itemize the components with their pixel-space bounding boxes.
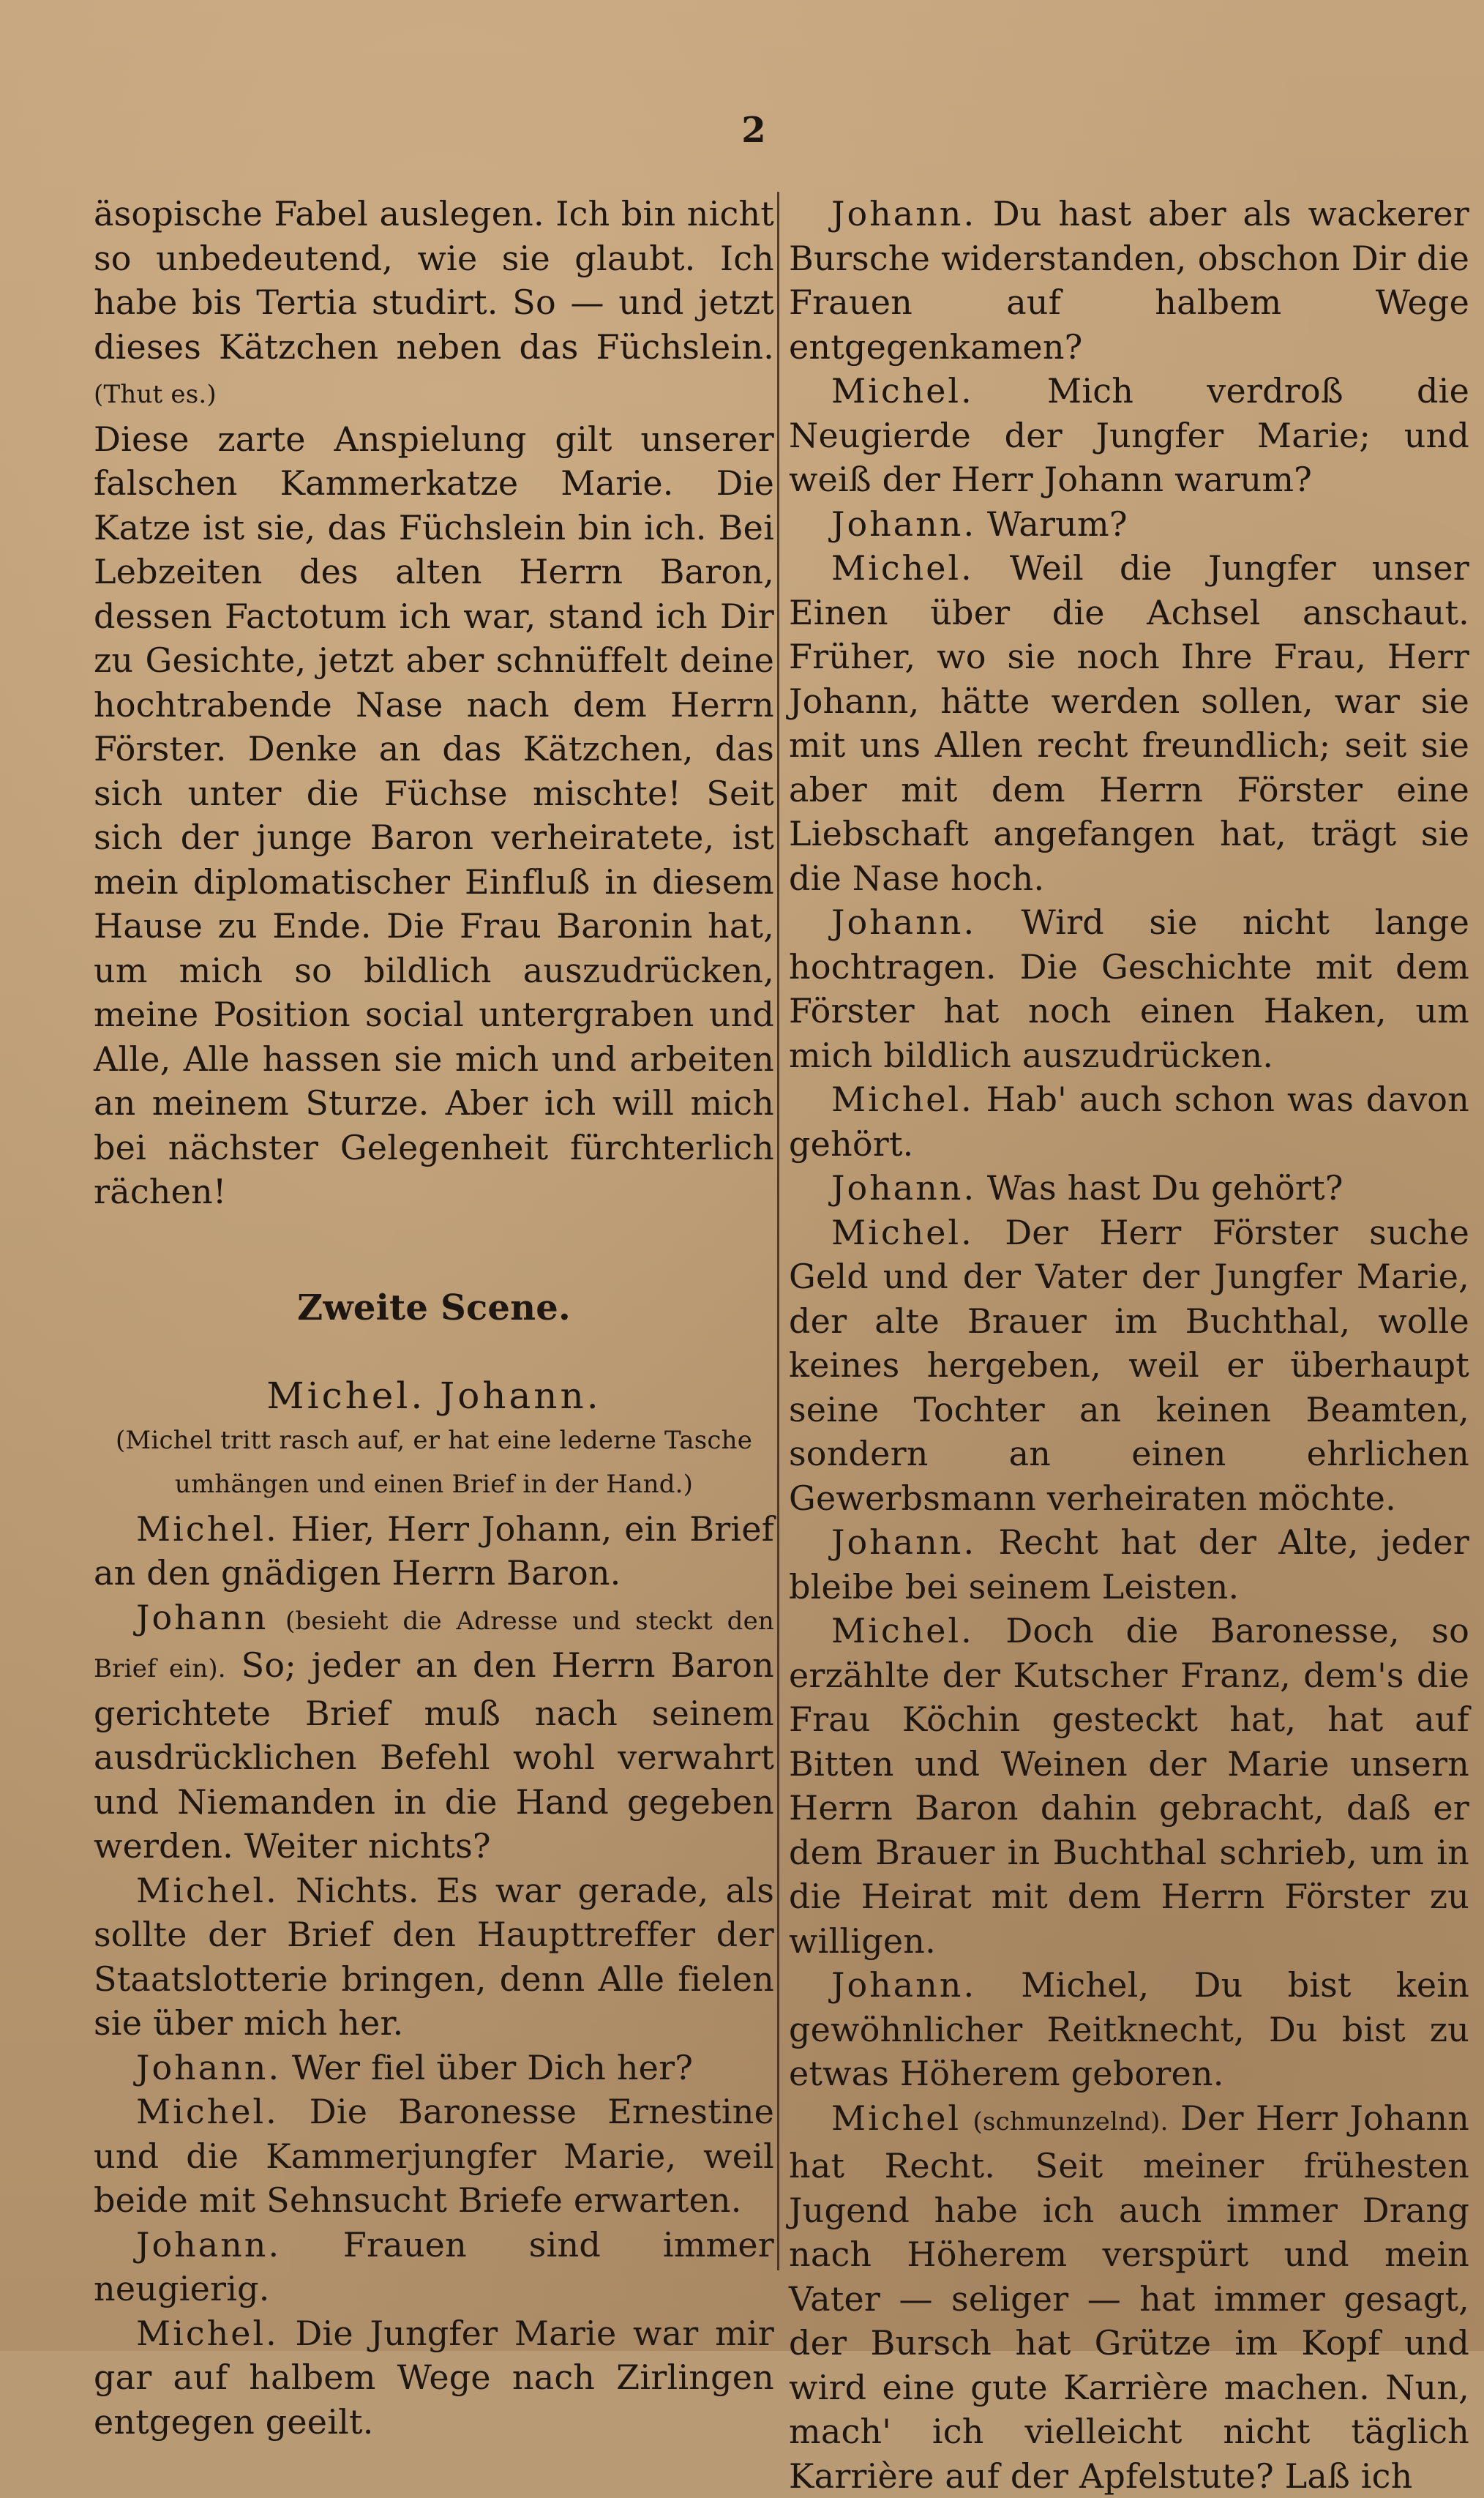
dialogue-text: Die Jungfer Marie war mir gar auf halbem Wege nach Zirlingen entgegen geeilt. (94, 2314, 774, 2442)
speaker-name: Michel. (136, 2314, 279, 2353)
speaker-name: Johann. (831, 504, 976, 544)
dialogue-text: Wer fiel über Dich her? (292, 2048, 693, 2087)
page-number: 2 (732, 110, 776, 151)
dialogue-line (789, 192, 1469, 369)
dialogue-line (789, 900, 1469, 1077)
speaker-name: Michel. (831, 1213, 974, 1252)
dialogue-text: Wird sie nicht lange hochtragen. Die Geschichte mit dem Förster hat noch einen Haken, um mich bildlich auszudrücken. (789, 902, 1469, 1075)
column-divider (777, 192, 779, 2270)
speaker-name: Johann. (136, 2048, 281, 2087)
speaker-name: Johann (136, 1598, 268, 1637)
dialogue-text: Der Herr Johann hat Recht. Seit meiner frühesten Jugend habe ich auch immer Drang nach Höherem verspürt und mein Vater — seliger — hat immer gesagt, der Bursch hat Grütze im Kopf und wird eine gute Karrière machen. Nun, mach' ich vielleicht nicht täglich Karrière auf der Apfelstute? Laß ich (789, 2098, 1469, 2496)
dialogue-line (94, 1596, 774, 1869)
dialogue-text: Du hast aber als wackerer Bursche widerstanden, obschon Dir die Frauen auf halbem Wege entgegenkamen? (789, 194, 1469, 367)
dialogue-line (789, 502, 1469, 547)
speaker-name: Michel. (136, 1509, 279, 1549)
dialogue-text: Hier, Herr Johann, ein Brief an den gnädigen Herrn Baron. (94, 1509, 774, 1593)
speaker-aside: (schmunzelnd). (973, 2107, 1168, 2136)
speaker-name: Michel. (831, 1080, 974, 1119)
speaker-name: Michel. (136, 1871, 279, 1910)
intro-aside: (Thut es.) (94, 380, 217, 409)
dialogue-text: Die Baronesse Ernestine und die Kammerjungfer Marie, weil beide mit Sehnsucht Briefe erwarten. (94, 2092, 774, 2220)
dialogue-text: Doch die Baronesse, so erzählte der Kutscher Franz, dem's die Frau Köchin gesteckt hat, hat auf Bitten und Weinen der Marie unsern Herrn Baron dahin gebracht, daß er dem Brauer in Buchthal schrieb, um in die Heirat mit dem Herrn Förster zu willigen. (789, 1611, 1469, 1961)
dialogue-line (94, 2090, 774, 2223)
left-column (94, 192, 774, 2444)
dialogue-text: Der Herr Förster suche Geld und der Vater der Jungfer Marie, der alte Brauer im Buchthal, wolle keines hergeben, weil er überhaupt seine Tochter an keinen Beamten, sondern an einen ehrlichen Gewerbsmann verheiraten möchte. (789, 1213, 1469, 1518)
dialogue-line (94, 1507, 774, 1596)
speaker-name: Johann. (136, 2225, 281, 2265)
dialogue-line (94, 2046, 774, 2090)
dialogue-line (94, 1869, 774, 2046)
scene-title: Zweite Scene. (94, 1286, 774, 1331)
dialogue-line (789, 1963, 1469, 2096)
dialogue-text: Warum? (987, 504, 1128, 544)
scene-characters: Michel. Johann. (94, 1374, 774, 1418)
dialogue-text: Nichts. Es war gerade, als sollte der Brief den Haupttreffer der Staatslotterie bringen, denn Alle fielen sie über mich her. (94, 1871, 774, 2043)
intro-text: äsopische Fabel auslegen. Ich bin nicht so unbedeutend, wie sie glaubt. Ich habe bis Tertia studirt. So — und jetzt dieses Kätzchen neben das Füchslein. (94, 194, 774, 367)
dialogue-text: Weil die Jungfer unser Einen über die Achsel anschaut. Früher, wo sie noch Ihre Frau, Herr Johann, hätte werden sollen, war sie mit uns Allen recht freundlich; seit sie aber mit dem Herrn Förster eine Liebschaft angefangen hat, trägt sie die Nase hoch. (789, 548, 1469, 898)
speaker-name: Michel. (136, 2092, 279, 2131)
dialogue-text: Was hast Du gehört? (987, 1168, 1344, 1208)
intro-paragraph (94, 192, 774, 417)
speaker-name: Michel. (831, 371, 974, 411)
dialogue-text: Recht hat der Alte, jeder bleibe bei seinem Leisten. (789, 1522, 1469, 1607)
dialogue-text: Michel, Du bist kein gewöhnlicher Reitknecht, Du bist zu etwas Höherem geboren. (789, 1965, 1469, 2093)
dialogue-line (789, 1211, 1469, 1521)
speaker-name: Michel. (831, 548, 974, 588)
dialogue-text: Mich verdroß die Neugierde der Jungfer Marie; und weiß der Herr Johann warum? (789, 371, 1469, 499)
dialogue-line (789, 1077, 1469, 1166)
speaker-aside: (besieht die Adresse und steckt den Brief ein). (94, 1607, 774, 1684)
dialogue-line (789, 1609, 1469, 1963)
dialogue-line (789, 546, 1469, 900)
speaker-name: Johann. (831, 1168, 976, 1208)
dialogue-text: So; jeder an den Herrn Baron gerichtete Brief muß nach seinem ausdrücklichen Befehl wohl verwahrt und Niemanden in die Hand gegeben werden. Weiter nichts? (94, 1645, 774, 1866)
dialogue-text: Frauen sind immer neugierig. (94, 2225, 774, 2309)
stage-direction: (Michel tritt rasch auf, er hat eine lederne Tasche umhängen und einen Brief in der Hand.) (94, 1418, 774, 1507)
intro-paragraph (94, 417, 774, 1214)
speaker-name: Michel (831, 2098, 961, 2138)
dialogue-line (94, 2223, 774, 2311)
dialogue-text: Hab' auch schon was davon gehört. (789, 1080, 1469, 1164)
speaker-name: Johann. (831, 902, 976, 942)
speaker-name: Michel. (831, 1611, 974, 1650)
speaker-name: Johann. (831, 1522, 976, 1562)
speaker-name: Johann. (831, 1965, 976, 2005)
dialogue-line (94, 2311, 774, 2445)
dialogue-line (789, 1520, 1469, 1609)
dialogue-line (789, 2096, 1469, 2498)
right-column (789, 192, 1469, 2498)
intro-text: Diese zarte Anspielung gilt unserer falschen Kammerkatze Marie. Die Katze ist sie, das Füchslein bin ich. Bei Lebzeiten des alten Herrn Baron, dessen Factotum ich war, stand ich Dir zu Gesichte, jetzt aber schnüffelt deine hochtrabende Nase nach dem Herrn Förster. Denke an das Kätzchen, das sich unter die Füchse mischte! Seit sich der junge Baron verheiratete, ist mein diplomatischer Einfluß in diesem Hause zu Ende. Die Frau Baronin hat, um mich so bildlich auszudrücken, meine Position social untergraben und Alle, Alle hassen sie mich und arbeiten an meinem Sturze. Aber ich will mich bei nächster Gelegenheit fürchterlich rächen! (94, 419, 774, 1212)
dialogue-line (789, 1166, 1469, 1211)
speaker-name: Johann. (831, 194, 976, 233)
dialogue-line (789, 369, 1469, 502)
